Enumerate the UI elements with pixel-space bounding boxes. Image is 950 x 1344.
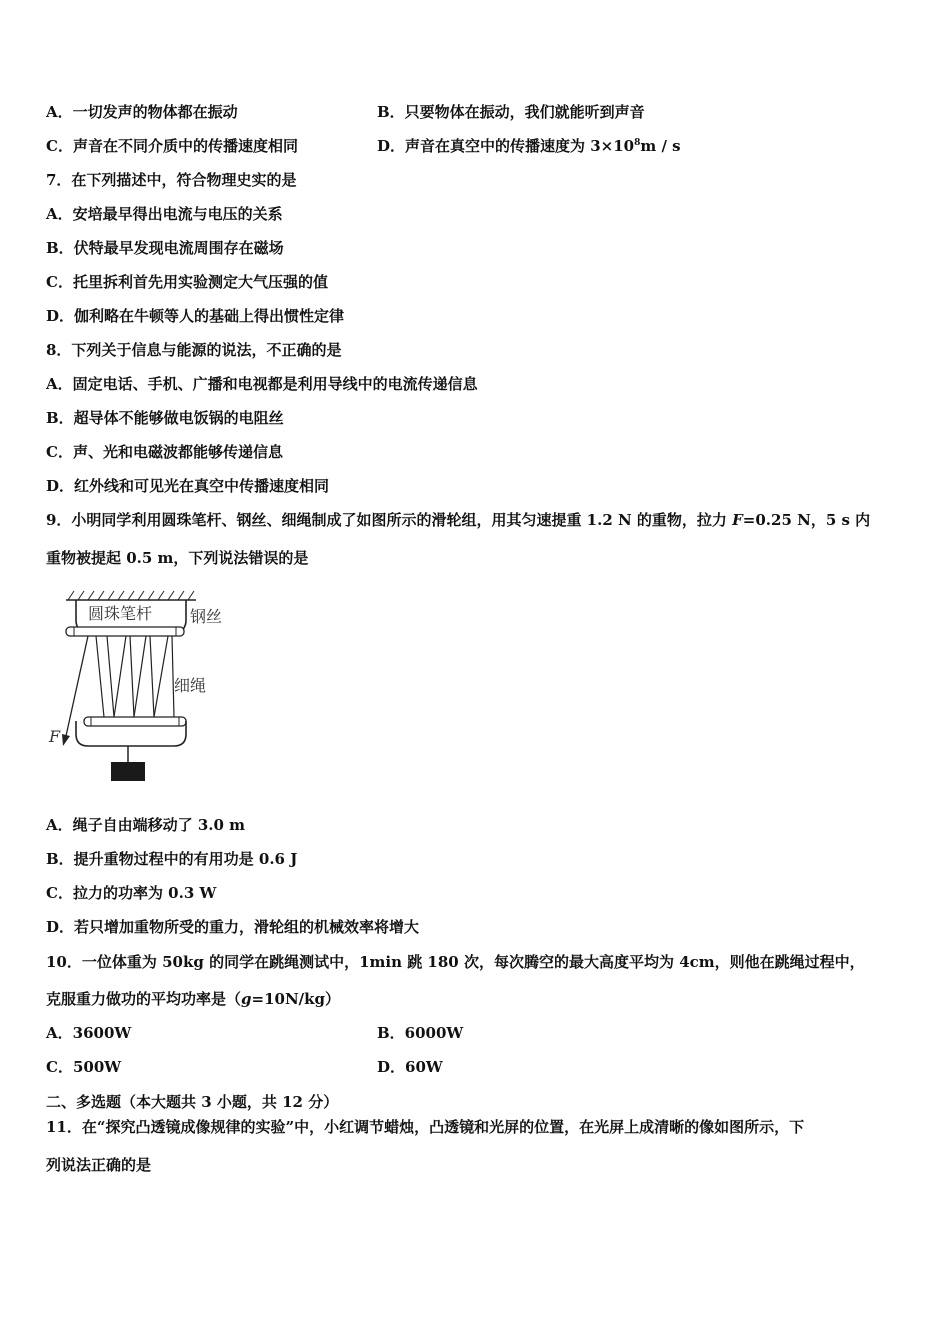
q6-option-c: C．声音在不同介质中的传播速度相同 (46, 137, 298, 155)
q7-stem: 7．在下列描述中，符合物理史实的是 (46, 171, 297, 189)
lower-pen-rod (84, 717, 186, 726)
q9-stem-var-f: F (732, 511, 743, 529)
q6-option-d-exponent: 8 (634, 138, 641, 148)
pulley-figure (44, 586, 244, 786)
q8-option-a: A．固定电话、手机、广播和电视都是利用导线中的电流传递信息 (46, 375, 478, 393)
q9-option-c: C．拉力的功率为 0.3 W (46, 884, 217, 902)
pulley-ropes (96, 636, 174, 717)
q8-option-d: D．红外线和可见光在真空中传播速度相同 (46, 477, 330, 495)
q9-option-a: A．绳子自由端移动了 3.0 m (46, 816, 246, 834)
q8-stem: 8．下列关于信息与能源的说法，不正确的是 (46, 341, 342, 359)
q9-stem-line1-b: =0.25 N，5 s 内 (742, 511, 871, 529)
q8-option-c: C．声、光和电磁波都能够传递信息 (46, 443, 283, 461)
q10-stem-line2 (46, 989, 340, 1009)
q10-stem-line2-b: =10N/kg） (251, 990, 341, 1008)
q9-stem-line1 (46, 510, 870, 530)
label-pen-rod: 圆珠笔杆 (88, 604, 153, 623)
label-rope: 细绳 (174, 676, 207, 695)
q6-option-d (377, 136, 681, 156)
q10-stem-line2-a: 克服重力做功的平均功率是（ (46, 990, 242, 1008)
q8-option-b: B．超导体不能够做电饭锅的电阻丝 (46, 409, 284, 427)
q10-option-a: A．3600W (46, 1024, 132, 1042)
q6-option-d-suffix: m / s (640, 137, 681, 155)
q11-stem-line2: 列说法正确的是 (46, 1156, 152, 1174)
force-arrow-head (62, 734, 70, 746)
upper-pen-rod (66, 627, 184, 636)
label-force: F (49, 727, 61, 746)
q7-option-d: D．伽利略在牛顿等人的基础上得出惯性定律 (46, 307, 345, 325)
q6-option-b: B．只要物体在振动，我们就能听到声音 (377, 103, 645, 121)
q9-stem-line2: 重物被提起 0.5 m，下列说法错误的是 (46, 549, 309, 567)
q10-stem-var-g: g (241, 990, 252, 1008)
section2-heading: 二、多选题（本大题共 3 小题，共 12 分） (46, 1093, 339, 1111)
q10-stem-line1: 10．一位体重为 50kg 的同学在跳绳测试中，1min 跳 180 次，每次腾空的最大高度平均为 4cm，则他在跳绳过程中， (46, 953, 865, 971)
label-steel-wire: 钢丝 (190, 607, 223, 626)
weight-block (111, 762, 145, 781)
q7-option-c: C．托里拆利首先用实验测定大气压强的值 (46, 273, 328, 291)
q9-option-d: D．若只增加重物所受的重力，滑轮组的机械效率将增大 (46, 918, 420, 936)
q7-option-b: B．伏特最早发现电流周围存在磁场 (46, 239, 284, 257)
ceiling-hatching (68, 591, 194, 600)
q10-option-d: D．60W (377, 1058, 443, 1076)
q9-option-b: B．提升重物过程中的有用功是 0.6 J (46, 850, 298, 868)
q9-stem-line1-a: 9．小明同学利用圆珠笔杆、钢丝、细绳制成了如图所示的滑轮组，用其匀速提重 1.2 N 的重物，拉力 (46, 511, 733, 529)
q6-option-d-prefix: D．声音在真空中的传播速度为 3×10 (377, 137, 635, 155)
q7-option-a: A．安培最早得出电流与电压的关系 (46, 205, 283, 223)
q6-option-a: A．一切发声的物体都在振动 (46, 103, 238, 121)
q10-option-c: C．500W (46, 1058, 122, 1076)
q11-stem-line1: 11．在“探究凸透镜成像规律的实验”中，小红调节蜡烛，凸透镜和光屏的位置，在光屏上成清晰的像如图所示，下 (46, 1118, 805, 1136)
q10-option-b: B．6000W (377, 1024, 464, 1042)
